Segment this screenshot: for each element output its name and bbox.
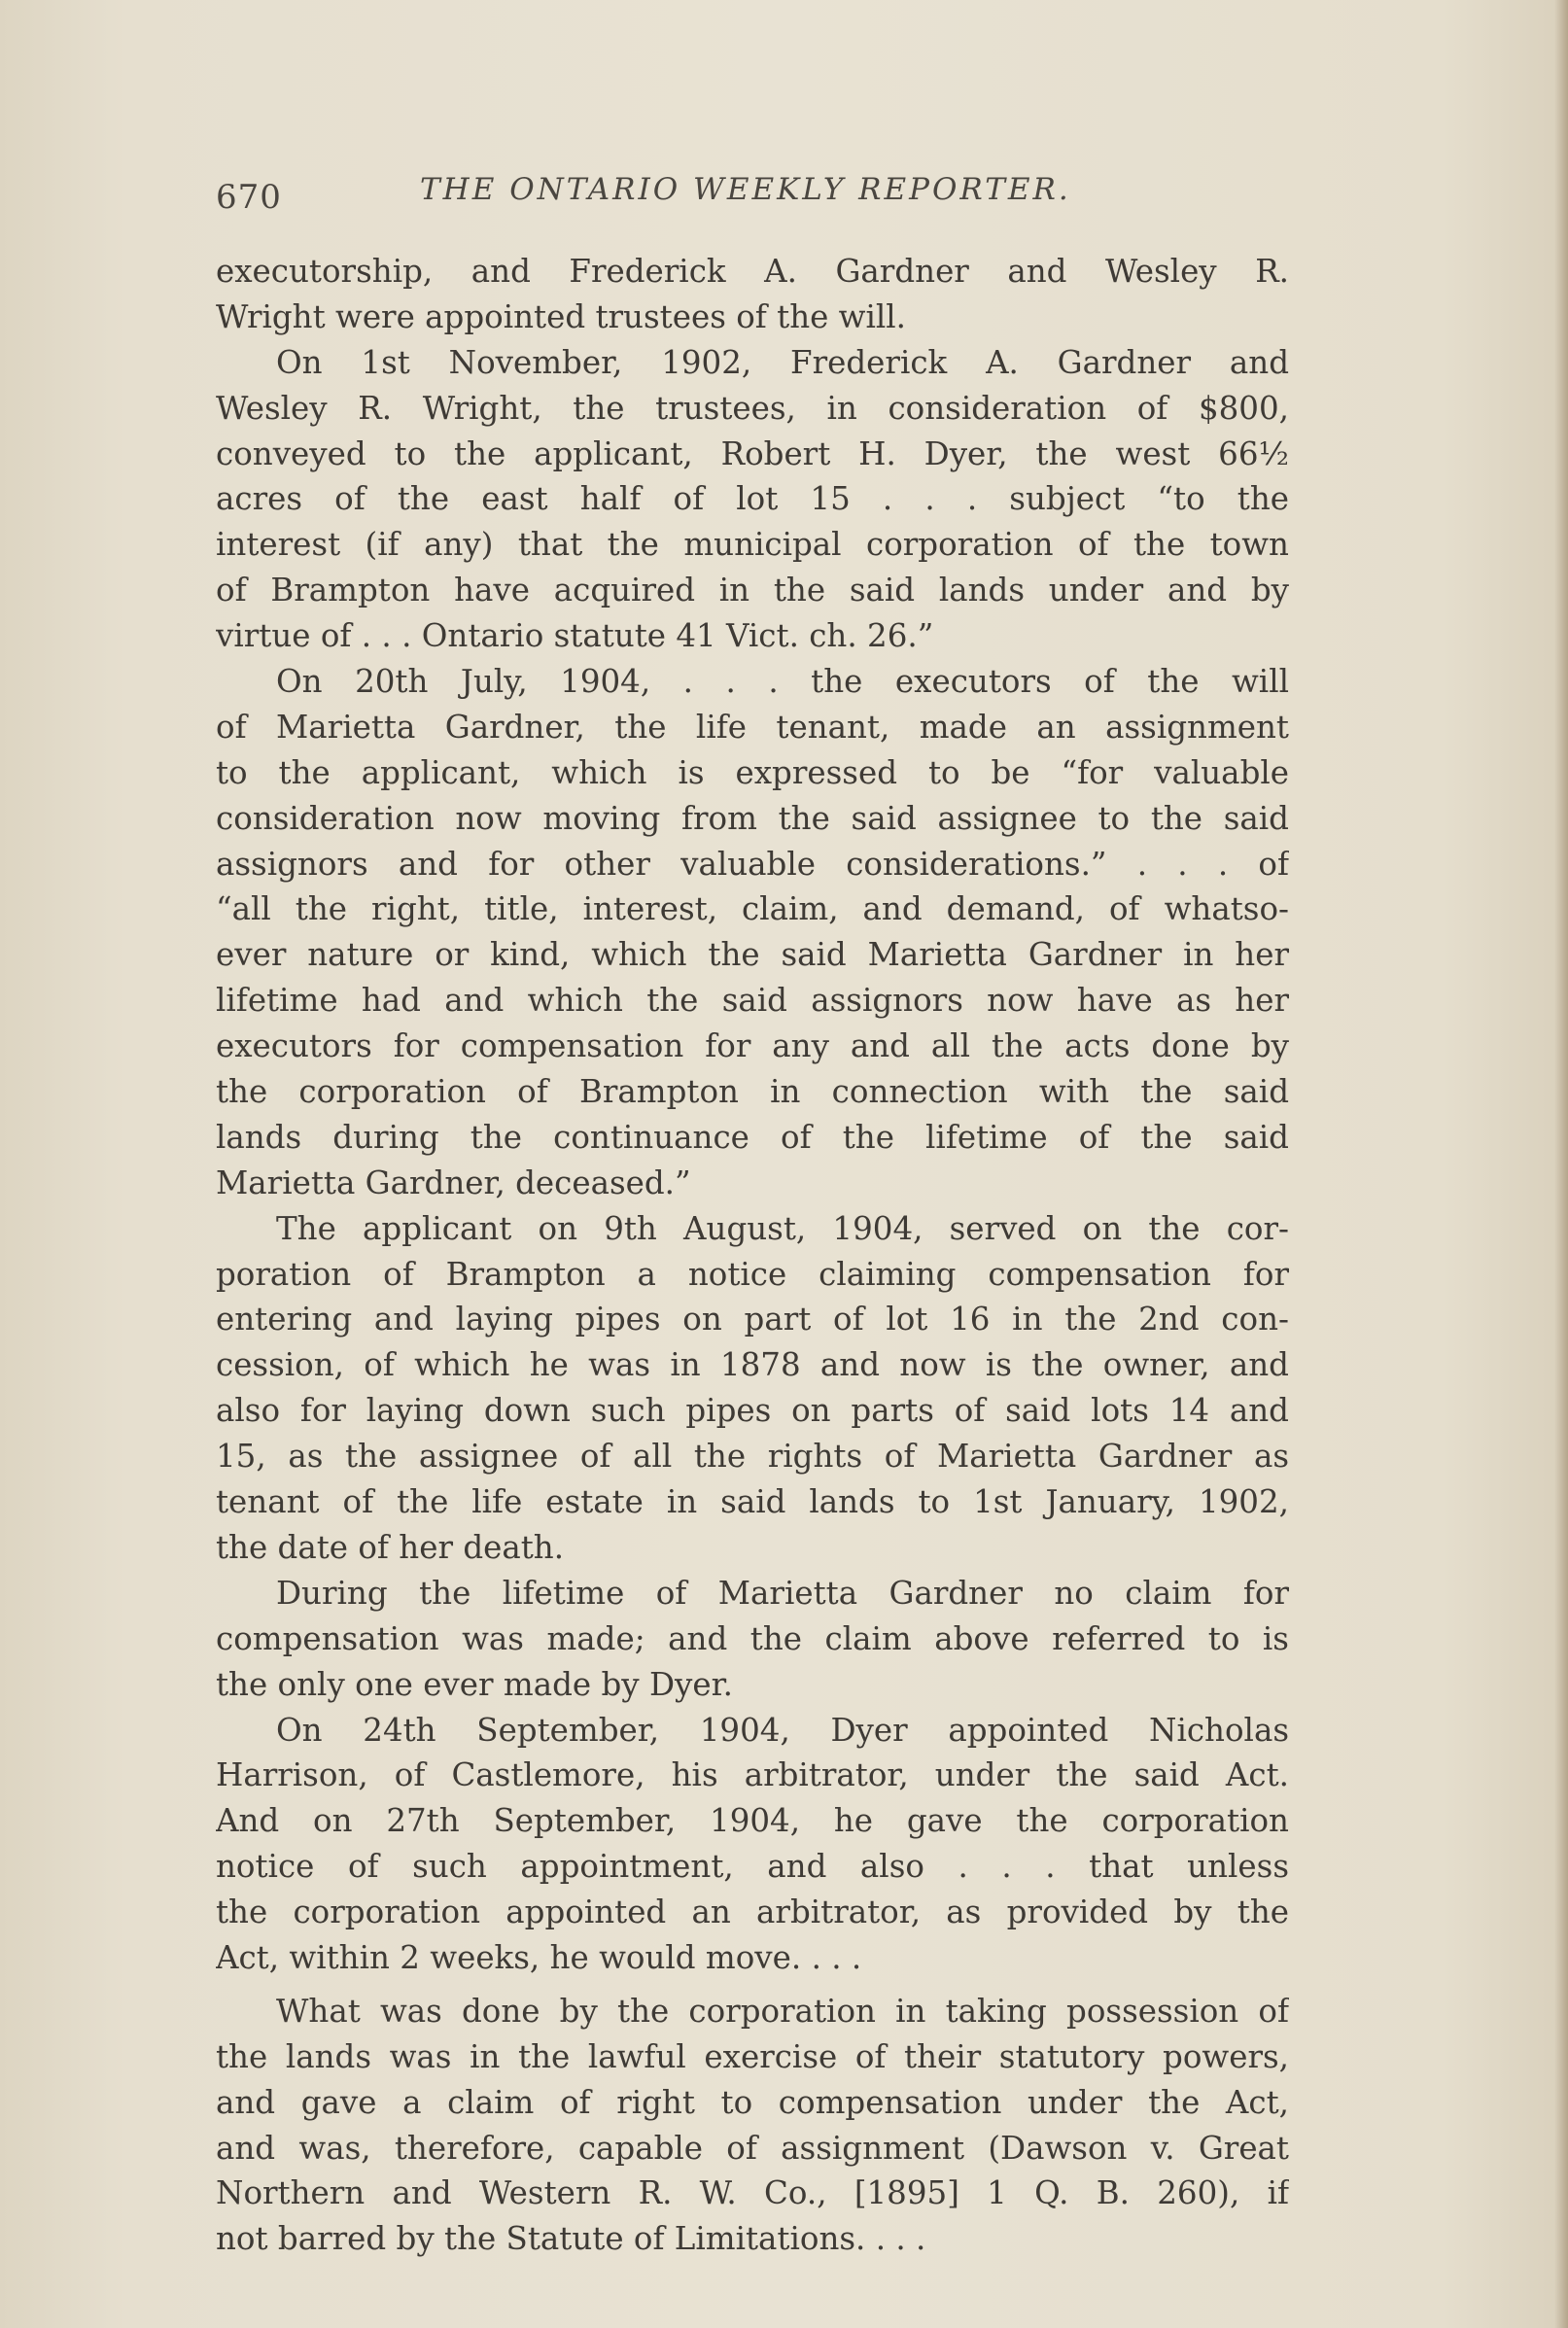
text-line: entering and laying pipes on part of lot 16 in the 2nd con-: [216, 1301, 1289, 1338]
text-line: and gave a claim of right to compensation under the Act,: [216, 2083, 1289, 2121]
text-line: Wright were appointed trustees of the will.: [216, 297, 907, 335]
text-line: ever nature or kind, which the said Marietta Gardner in her: [216, 936, 1289, 974]
text-line: On 24th September, 1904, Dyer appointed Nicholas: [276, 1711, 1289, 1749]
text-line: On 20th July, 1904, . . . the executors of the will: [276, 663, 1289, 701]
text-line: assignors and for other valuable considerations.” . . . of: [216, 845, 1289, 883]
text-line: And on 27th September, 1904, he gave the corporation: [216, 1802, 1289, 1840]
text-line: During the lifetime of Marietta Gardner no claim for: [276, 1574, 1289, 1612]
paragraph-3: [216, 659, 1289, 1206]
text-line: consideration now moving from the said assignee to the said: [216, 799, 1289, 837]
text-line: compensation was made; and the claim above referred to is: [216, 1619, 1289, 1657]
text-line: and was, therefore, capable of assignment (Dawson v. Great: [216, 2129, 1289, 2167]
paragraph-1: [216, 249, 1289, 340]
text-line: the corporation appointed an arbitrator, as provided by the: [216, 1894, 1289, 1931]
text-line: virtue of . . . Ontario statute 41 Vict. ch. 26.”: [216, 617, 934, 655]
text-line: the only one ever made by Dyer.: [216, 1665, 733, 1703]
text-line: Harrison, of Castlemore, his arbitrator, under the said Act.: [216, 1756, 1289, 1794]
paragraph-6: [216, 1708, 1289, 1981]
text-line: Northern and Western R. W. Co., [1895] 1 Q. B. 260), if: [216, 2174, 1289, 2212]
text-line: not barred by the Statute of Limitations. . . .: [216, 2220, 926, 2258]
text-line: interest (if any) that the municipal corporation of the town: [216, 526, 1289, 564]
text-line: of Marietta Gardner, the life tenant, made an assignment: [216, 708, 1289, 746]
text-line: On 1st November, 1902, Frederick A. Gardner and: [276, 343, 1289, 381]
text-line: tenant of the life estate in said lands to 1st January, 1902,: [216, 1483, 1289, 1521]
text-line: poration of Brampton a notice claiming compensation for: [216, 1255, 1289, 1293]
text-line: executorship, and Frederick A. Gardner and Wesley R.: [216, 253, 1289, 290]
text-line: cession, of which he was in 1878 and now is the owner, and: [216, 1346, 1289, 1384]
text-line: Marietta Gardner, deceased.”: [216, 1164, 691, 1201]
paragraph-7: [216, 1989, 1289, 2262]
page-header: [216, 170, 1285, 228]
text-line: the lands was in the lawful exercise of their statutory powers,: [216, 2037, 1289, 2075]
body-text: [216, 249, 1289, 2262]
text-line: Act, within 2 weeks, he would move. . . .: [216, 1938, 862, 1976]
text-line: executors for compensation for any and all the acts done by: [216, 1027, 1289, 1065]
text-line: lands during the continuance of the lifetime of the said: [216, 1118, 1289, 1156]
text-line: acres of the east half of lot 15 . . . subject “to the: [216, 480, 1289, 518]
text-line: conveyed to the applicant, Robert H. Dyer, the west 66½: [216, 434, 1289, 472]
paragraph-5: [216, 1571, 1289, 1708]
text-line: 15, as the assignee of all the rights of Marietta Gardner as: [216, 1438, 1289, 1476]
page-edge-shadow: [1554, 0, 1568, 2328]
text-line: Wesley R. Wright, the trustees, in consideration of $800,: [216, 389, 1289, 427]
text-line: the corporation of Brampton in connection with the said: [216, 1073, 1289, 1111]
running-title: THE ONTARIO WEEKLY REPORTER.: [420, 172, 1071, 207]
text-line: also for laying down such pipes on parts of said lots 14 and: [216, 1392, 1289, 1430]
paragraph-spacer: [216, 1981, 1289, 1989]
text-line: the date of her death.: [216, 1528, 565, 1566]
text-line: What was done by the corporation in taking possession of: [276, 1992, 1289, 2030]
paragraph-2: [216, 340, 1289, 659]
text-line: “all the right, title, interest, claim, and demand, of whatso-: [216, 890, 1289, 928]
text-line: notice of such appointment, and also . . . that unless: [216, 1848, 1289, 1886]
page-number: 670: [216, 178, 282, 217]
text-line: The applicant on 9th August, 1904, served on the cor-: [276, 1209, 1289, 1247]
text-line: to the applicant, which is expressed to be “for valuable: [216, 753, 1289, 791]
paragraph-4: [216, 1206, 1289, 1571]
text-line: of Brampton have acquired in the said lands under and by: [216, 572, 1289, 609]
text-line: lifetime had and which the said assignors now have as her: [216, 982, 1289, 1020]
